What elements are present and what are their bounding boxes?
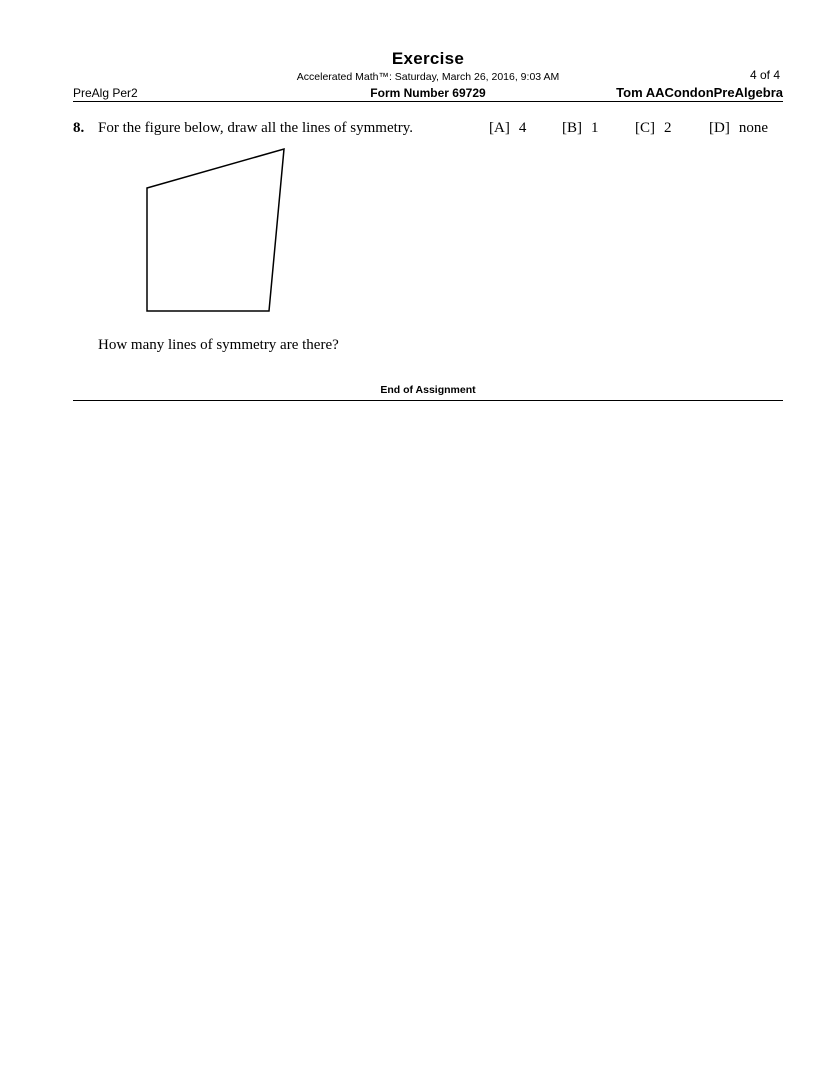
- choice-a-value: 4: [518, 120, 527, 136]
- end-of-assignment: End of Assignment: [380, 384, 476, 396]
- choice-a-label: [A]: [489, 120, 510, 136]
- form-number: Form Number 69729: [370, 86, 486, 100]
- class-name: PreAlg Per2: [73, 86, 138, 100]
- choice-c[interactable]: [635, 120, 672, 137]
- choice-b-label: [B]: [562, 120, 582, 136]
- choice-c-label: [C]: [635, 120, 655, 136]
- choice-d-value: none: [738, 120, 768, 136]
- timestamp-line: Accelerated Math™: Saturday, March 26, 2016, 9:03 AM: [296, 71, 560, 83]
- page-count: 4 of 4: [749, 68, 780, 82]
- question-number: 8.: [73, 120, 85, 136]
- question-prompt: For the figure below, draw all the lines of symmetry.: [98, 120, 414, 136]
- choice-d[interactable]: [709, 120, 768, 137]
- choice-c-value: 2: [664, 120, 672, 136]
- quadrilateral-figure: [140, 143, 290, 318]
- footer-divider: [73, 400, 783, 401]
- page-title: Exercise: [391, 49, 465, 68]
- quadrilateral-shape: [147, 149, 284, 311]
- choice-a[interactable]: [489, 120, 526, 137]
- header-divider: [73, 101, 783, 102]
- choice-b-value: 1: [591, 120, 599, 136]
- choice-d-label: [D]: [709, 120, 730, 136]
- student-name: Tom AACondonPreAlgebra: [616, 85, 783, 100]
- followup-question: How many lines of symmetry are there?: [98, 337, 339, 353]
- choice-b[interactable]: [562, 120, 599, 137]
